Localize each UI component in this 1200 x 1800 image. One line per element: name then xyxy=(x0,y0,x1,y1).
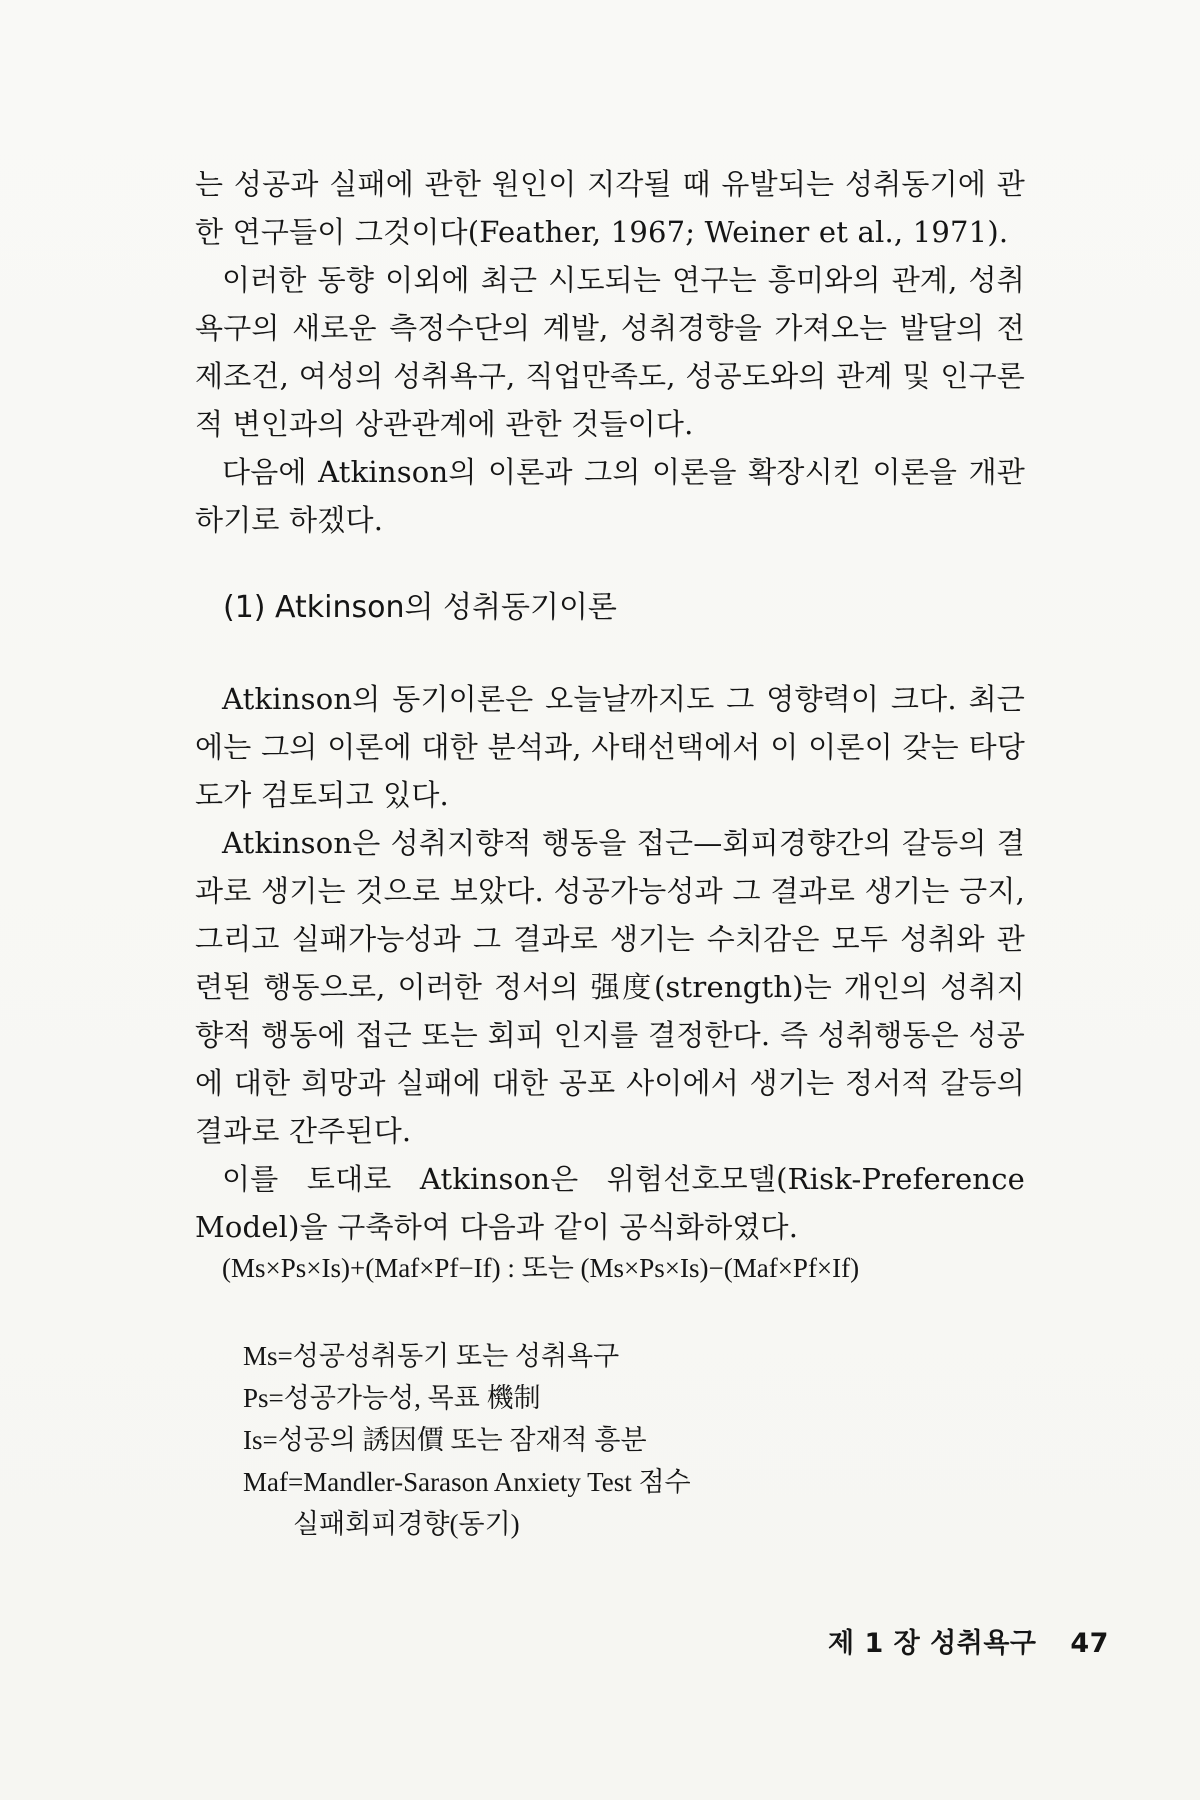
definition-item: Ms=성공성취동기 또는 성취욕구 xyxy=(243,1341,620,1371)
definition-item-continuation: 실패회피경향(동기) xyxy=(293,1509,520,1539)
definition-list xyxy=(243,1335,923,1545)
section-heading: (1) Atkinson의 성취동기이론 xyxy=(223,590,617,625)
chapter-label: 제 1 장 성취욕구 xyxy=(828,1628,1037,1659)
page-number: 47 xyxy=(1070,1628,1109,1659)
formula: (Ms×Ps×Is)+(Maf×Pf−If) : 또는 (Ms×Ps×Is)−(Maf×Pf×If) xyxy=(222,1253,860,1283)
definition-item: Ps=성공가능성, 목표 機制 xyxy=(243,1383,541,1413)
paragraph-section-3: 이를 토대로 Atkinson은 위험선호모델(Risk-Preference Model)을 구축하여 다음과 같이 공식화하였다. xyxy=(195,1162,1025,1244)
paragraph-intro-3: 다음에 Atkinson의 이론과 그의 이론을 확장시킨 이론을 개관하기로 하겠다. xyxy=(195,455,1025,537)
paragraph-intro-1: 는 성공과 실패에 관한 원인이 지각될 때 유발되는 성취동기에 관한 연구들이 그것이다(Feather, 1967; Weiner et al., 1971). xyxy=(195,167,1025,249)
page-footer xyxy=(828,1626,1109,1662)
paragraph-section-2: Atkinson은 성취지향적 행동을 접근—회피경향간의 갈등의 결과로 생기는 것으로 보았다. 성공가능성과 그 결과로 생기는 긍지, 그리고 실패가능성과 그 결과로 생기는 수치감은 모두 성취와 관련된 행동으로, 이러한 정서의 强度(strength)는 개인의 성취지향적 행동에 접근 또는 회피 인지를 결정한다. 즉 성취행동은 성공에 대한 희망과 실패에 대한 공포 사이에서 생기는 정서적 갈등의 결과로 간주된다. xyxy=(195,826,1025,1148)
definition-item: Is=성공의 誘因價 또는 잠재적 흥분 xyxy=(243,1425,647,1455)
intro-text-block xyxy=(195,160,1025,544)
section-text-block xyxy=(195,675,1025,1251)
paragraph-intro-2: 이러한 동향 이외에 최근 시도되는 연구는 흥미와의 관계, 성취욕구의 새로운 측정수단의 계발, 성취경향을 가져오는 발달의 전제조건, 여성의 성취욕구, 직업만족도, 성공도와의 관계 및 인구론적 변인과의 상관관계에 관한 것들이다. xyxy=(195,263,1025,441)
paragraph-section-1: Atkinson의 동기이론은 오늘날까지도 그 영향력이 크다. 최근에는 그의 이론에 대한 분석과, 사태선택에서 이 이론이 갖는 타당도가 검토되고 있다. xyxy=(195,682,1025,812)
definition-item: Maf=Mandler-Sarason Anxiety Test 점수 xyxy=(243,1467,691,1497)
